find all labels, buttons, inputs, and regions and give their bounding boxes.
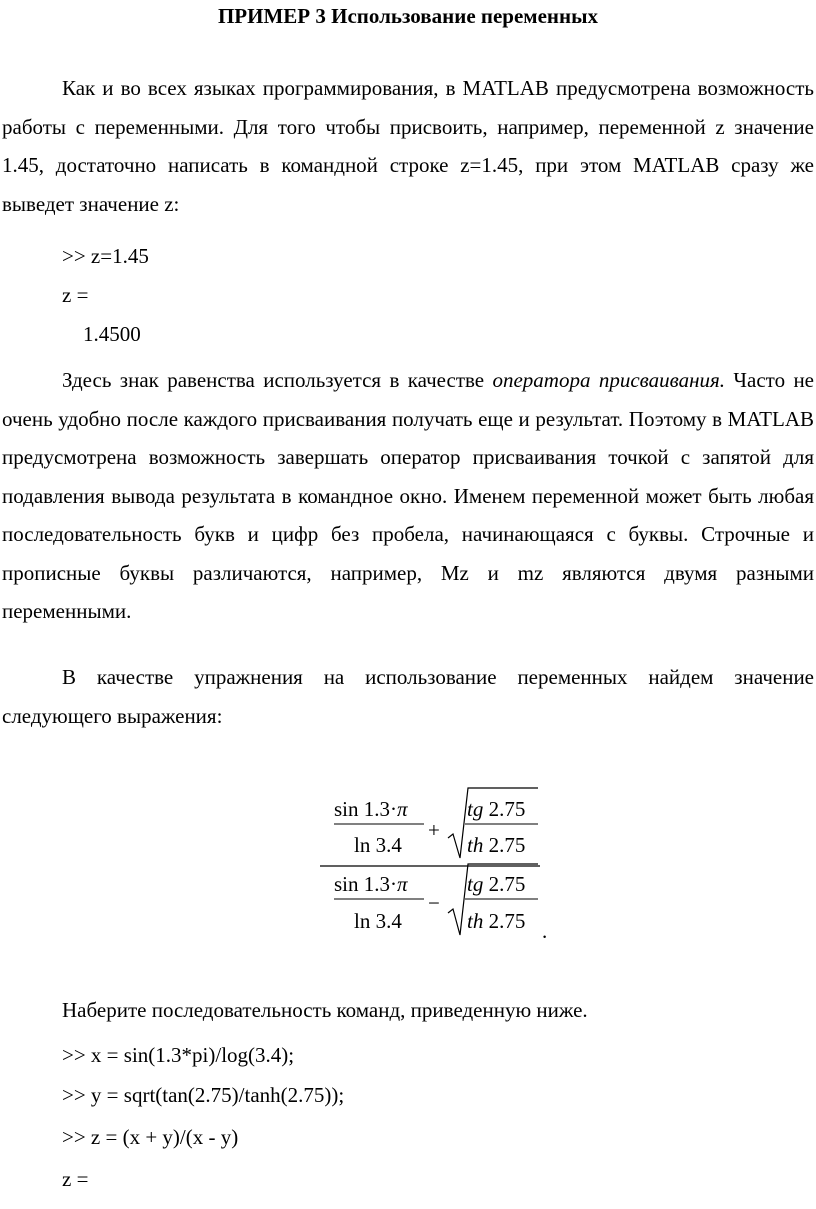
intro-text: Как и во всех языках программирования, в MATLAB предусмотрена возможность работы с переменными. Для того чтобы присвоить, например, переменной z значение 1.45, достаточно написать в командной строке z=1.45, при этом MATLAB сразу же выведет значение z: bbox=[2, 76, 814, 216]
exercise-paragraph bbox=[2, 658, 814, 735]
formula-period: . bbox=[542, 919, 548, 943]
formula-th-2: th 2.75 bbox=[467, 909, 526, 933]
formula-sin-2: sin 1.3·π bbox=[334, 872, 408, 896]
formula-minus: − bbox=[428, 891, 440, 915]
intro-paragraph bbox=[2, 69, 814, 223]
exercise-text: В качестве упражнения на использование переменных найдем значение следующего выражения: bbox=[2, 665, 814, 728]
formula-ln-1: ln 3.4 bbox=[354, 833, 402, 857]
page-title: ПРИМЕР 3 Использование переменных bbox=[217, 4, 599, 28]
code-line: z = bbox=[62, 283, 89, 307]
formula-th-1: th 2.75 bbox=[467, 833, 526, 857]
formula-sin-1: sin 1.3·π bbox=[334, 797, 408, 821]
code-line: 1.4500 bbox=[62, 322, 141, 346]
code-line: >> x = sin(1.3*pi)/log(3.4); bbox=[62, 1043, 295, 1067]
formula-ln-2: ln 3.4 bbox=[354, 909, 402, 933]
code-line: >> y = sqrt(tan(2.75)/tanh(2.75)); bbox=[62, 1083, 345, 1107]
code-line: >> z=1.45 bbox=[62, 244, 149, 268]
assignment-text-start: Здесь знак равенства используется в качестве bbox=[62, 368, 493, 392]
assignment-paragraph bbox=[2, 361, 814, 631]
assignment-text-rest: Часто не очень удобно после каждого присваивания получать еще и результат. Поэтому в MATLAB предусмотрена возможность завершать оператор присваивания точкой с запятой для подавления вывода результата в командное окно. Именем переменной может быть любая последовательность букв и цифр без пробела, начинающаяся с буквы. Строчные и прописные буквы различаются, например, Mz и mz являются двумя разными переменными. bbox=[2, 368, 815, 623]
instruction-paragraph bbox=[2, 991, 814, 1030]
formula-tg-1: tg 2.75 bbox=[467, 797, 526, 821]
instruction-text: Наберите последовательность команд, приведенную ниже. bbox=[62, 998, 588, 1022]
formula bbox=[320, 780, 570, 950]
code-line: z = bbox=[62, 1167, 89, 1191]
formula-plus: + bbox=[428, 818, 440, 842]
code-line: >> z = (x + y)/(x - y) bbox=[62, 1125, 239, 1149]
assignment-operator-term: оператора присваивания. bbox=[492, 368, 726, 392]
formula-tg-2: tg 2.75 bbox=[467, 872, 526, 896]
